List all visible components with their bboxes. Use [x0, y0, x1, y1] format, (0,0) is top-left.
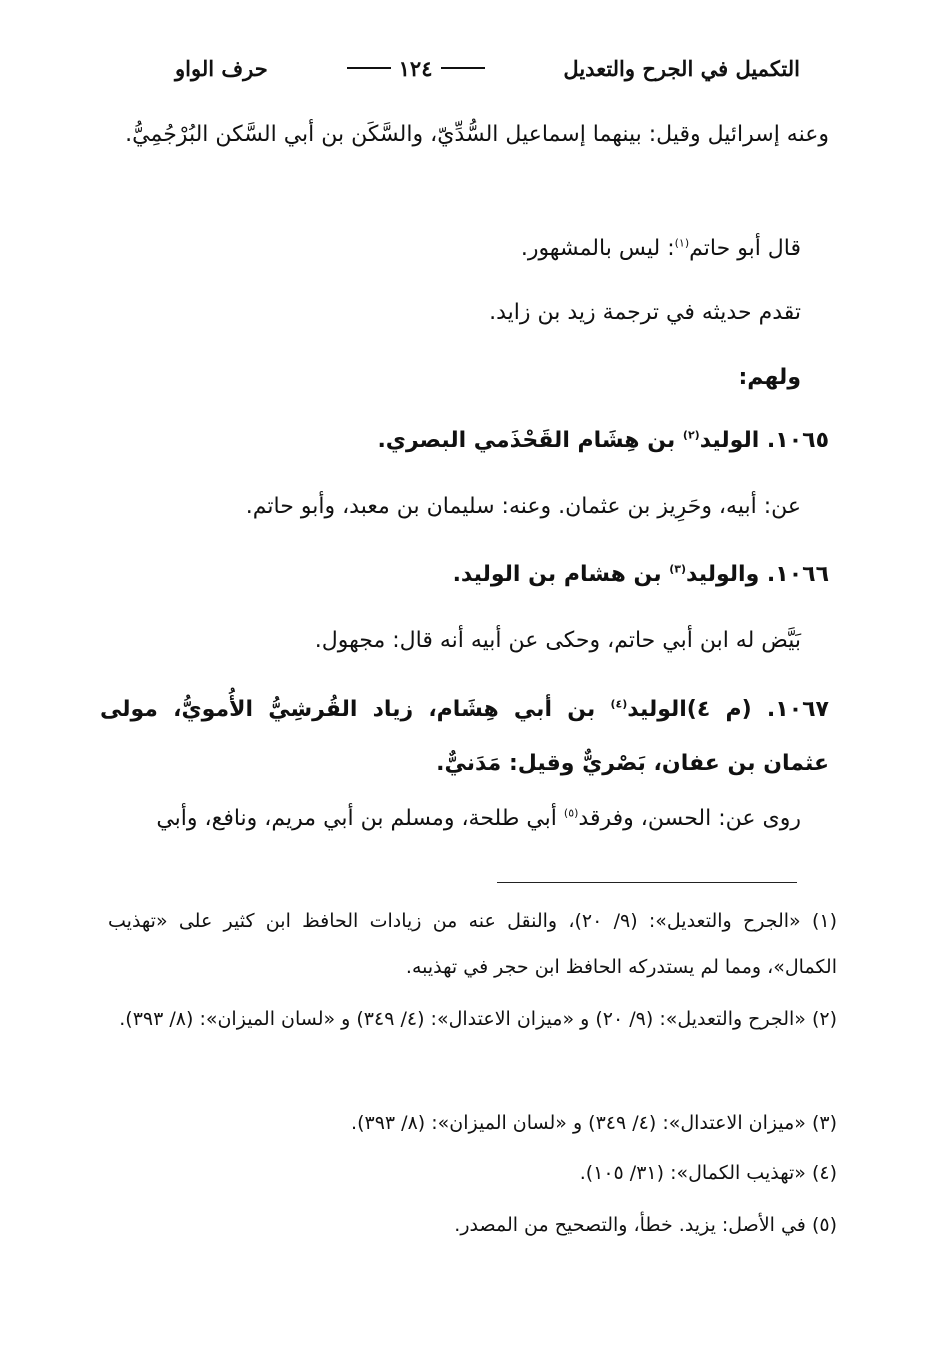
footnote-number: (٤) [811, 1162, 837, 1184]
entry-name-rest: بن أبي هِشَام، زياد القُرشِيُّ الأُمويُّ، مولى عثمان بن عفان، بَصْريٌّ وقيل: مَدَنيٌّ. [100, 697, 829, 776]
footnote-text: «الجرح والتعديل»: (٩/ ٢٠) و «ميزان الاعتدال»: (٤/ ٣٤٩) و «لسان الميزان»: (٨/ ٣٩٣). [119, 1008, 806, 1030]
header-dash [347, 67, 391, 69]
footnote-number: (١) [811, 910, 837, 932]
footnote-text: «ميزان الاعتدال»: (٤/ ٣٤٩) و «لسان الميزان»: (٨/ ٣٩٣). [351, 1112, 806, 1134]
footnote-3 [108, 1100, 837, 1146]
footnote-ref: (٤) [610, 697, 628, 711]
section-title: حرف الواو [175, 55, 268, 81]
footnote-4 [108, 1150, 837, 1196]
entry-body-text: أبي طلحة، ومسلم بن أبي مريم، ونافع، وأبي [156, 806, 564, 831]
footnote-2 [108, 996, 837, 1042]
page-header [175, 48, 800, 88]
footnote-ref: (١) [674, 236, 690, 250]
entry-name: الوليد [627, 697, 687, 722]
entry-heading-1066 [108, 562, 829, 587]
section-subheading: ولهم: [738, 365, 801, 390]
entry-number: ١٠٦٧. [766, 697, 829, 722]
footnote-ref: (٥) [563, 806, 579, 820]
entry-number: ١٠٦٦. [766, 562, 829, 587]
footnote-ref: (٣) [669, 562, 687, 576]
footnote-text: في الأصل: يزيد. خطأ، والتصحيح من المصدر. [454, 1214, 806, 1236]
footnote-ref: (٢) [682, 428, 700, 442]
paragraph-continuation: وعنه إسرائيل وقيل: بينهما إسماعيل السُّدِّيّ، والسَّكَن بن أبي السَّكن البُرْجُمِيُّ. [125, 122, 829, 147]
header-dash [441, 67, 485, 69]
entry-name-rest: بن هِشَام القَحْذَمي البصري. [377, 428, 683, 453]
entry-prefix: (م ٤) [686, 697, 752, 722]
footnote-number: (٢) [811, 1008, 837, 1030]
footnote-text: «تهذيب الكمال»: (٣١/ ١٠٥). [579, 1162, 806, 1184]
entry-body-1066: بَيَّض له ابن أبي حاتم، وحكى عن أبيه أنه قال: مجهول. [314, 628, 801, 653]
entry-body-text: روى عن: الحسن، وفرقد [578, 806, 801, 831]
footnote-number: (٥) [811, 1214, 837, 1236]
paragraph-text: قال أبو حاتم [689, 236, 801, 261]
paragraph-abu-hatim [108, 236, 801, 261]
entry-name-rest: بن هشام بن الوليد. [452, 562, 670, 587]
footnote-5 [108, 1202, 837, 1248]
entry-number: ١٠٦٥. [766, 428, 829, 453]
book-title: التكميل في الجرح والتعديل [563, 55, 800, 81]
footnote-number: (٣) [811, 1112, 837, 1134]
footnote-1 [108, 898, 837, 990]
entry-body-1067 [108, 806, 801, 831]
entry-name: والوليد [686, 562, 760, 587]
paragraph-cross-reference: تقدم حديثه في ترجمة زيد بن زايد. [489, 300, 801, 325]
page-number: ١٢٤ [398, 55, 433, 81]
paragraph-text: : ليس بالمشهور. [520, 236, 675, 261]
entry-heading-1067 [100, 683, 829, 791]
footnote-separator [497, 882, 797, 883]
entry-body-1065: عن: أبيه، وحَرِيز بن عثمان. وعنه: سليمان بن معبد، وأبو حاتم. [245, 494, 801, 519]
page-number-group [339, 56, 493, 81]
entry-heading-1065 [108, 428, 829, 453]
entry-name: الوليد [699, 428, 760, 453]
footnote-text: «الجرح والتعديل»: (٩/ ٢٠)، والنقل عنه من زيادات الحافظ ابن كثير على «تهذيب الكمال»، ومما لم يستدركه الحافظ ابن حجر في تهذيبه. [108, 910, 837, 978]
